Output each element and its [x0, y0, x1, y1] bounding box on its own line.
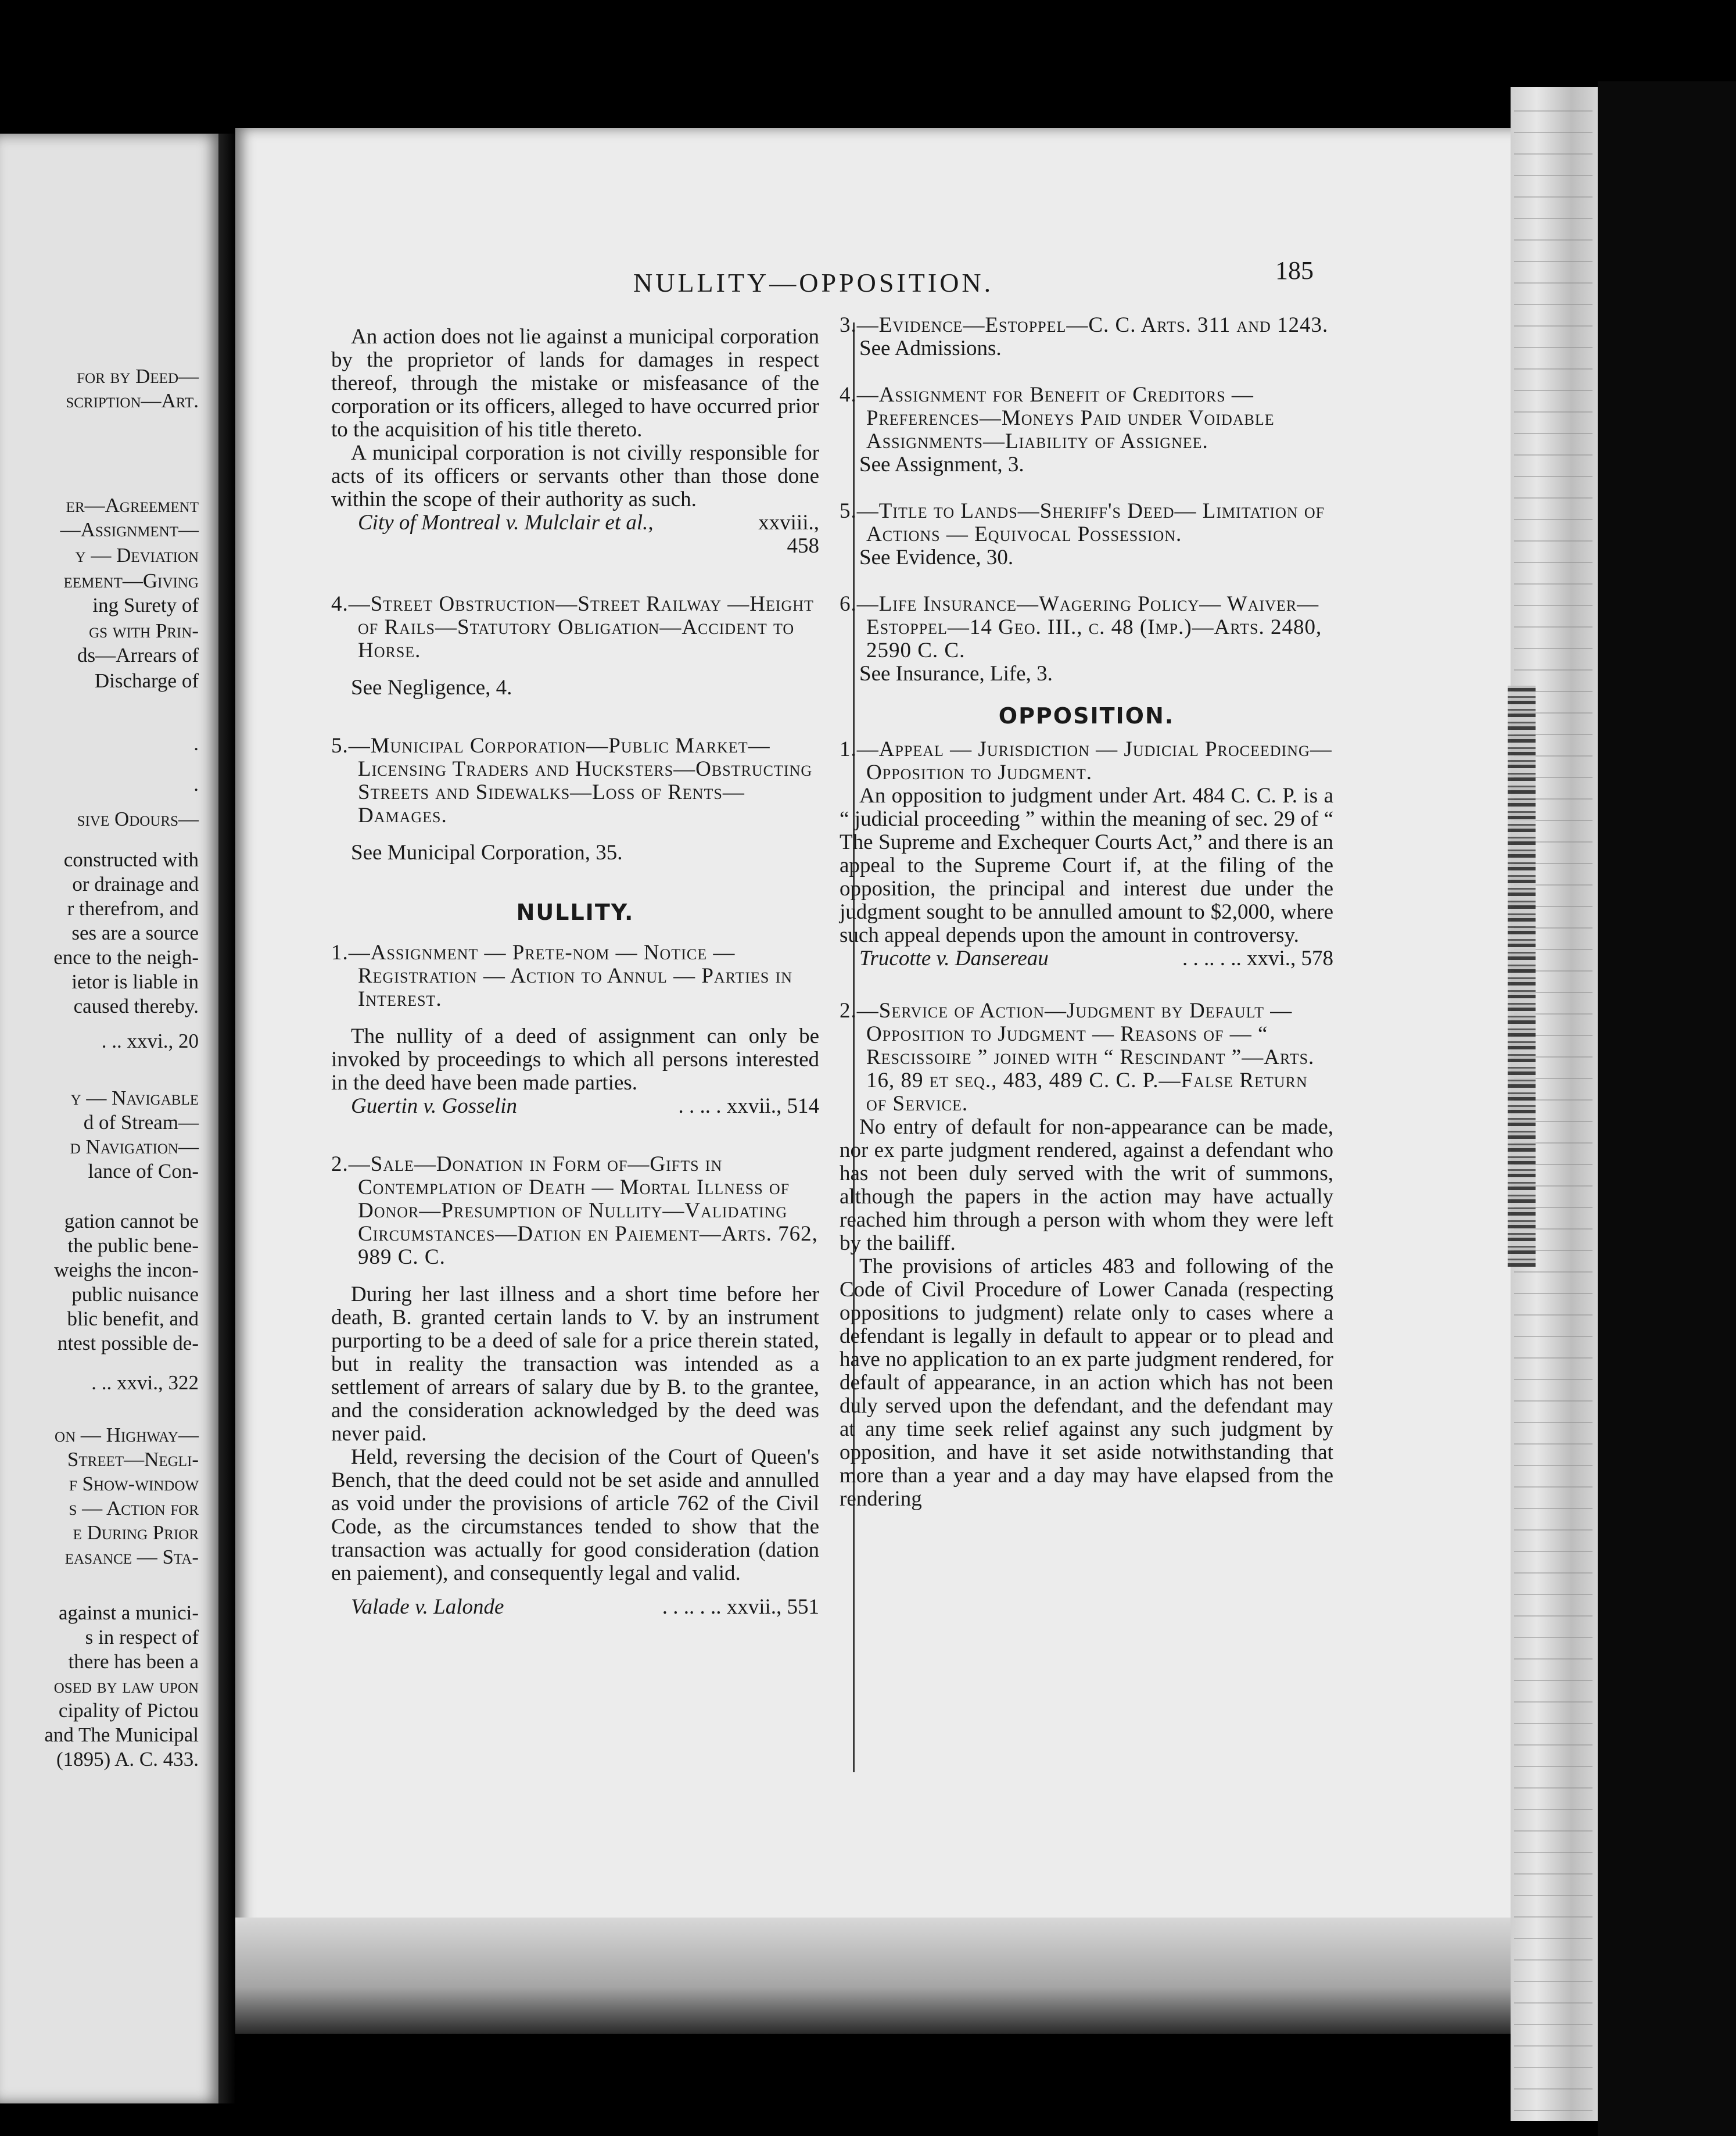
page-edge-line	[1514, 1357, 1592, 1359]
page-edge-line	[1514, 390, 1592, 391]
page-edge-line	[1514, 347, 1592, 348]
page-edge-line	[1514, 1594, 1592, 1595]
fragment-line: ntest possible de-	[57, 1332, 199, 1354]
right-column	[840, 314, 1333, 1511]
entry-heading: 2.—Sale—Donation in Form of—Gifts in Contemplation of Death — Mortal Illness of Donor—Presumption of Nullity—Validating Circumstances—Dation en Paiement—Arts. 762, 989 C. C.	[331, 1152, 818, 1269]
page-edge-line	[1514, 1959, 1592, 1961]
fragment-line: eement—Giving	[63, 569, 199, 592]
page-edge-line	[1514, 1787, 1592, 1789]
fragment-line: or drainage and	[72, 873, 199, 895]
fragment-line: ing Surety of	[92, 594, 199, 617]
page-edge-line	[1514, 153, 1592, 155]
fragment-line: cipality of Pictou	[58, 1699, 199, 1722]
fragment-line: ence to the neigh-	[53, 946, 199, 969]
fragment-line: weighs the incon-	[54, 1259, 199, 1281]
previous-page-fragment	[0, 134, 221, 2103]
case-name: City of Montreal v. Mulclair et al.,	[358, 511, 654, 535]
page-edge-line	[1514, 196, 1592, 198]
fragment-line: .	[193, 773, 199, 795]
page-edge-line	[1514, 2045, 1592, 2047]
fragment-line: r therefrom, and	[67, 897, 199, 920]
page-edge-line	[1514, 1895, 1592, 1896]
fragment-line: ietor is liable in	[71, 970, 199, 993]
page-edge-line	[1514, 1809, 1592, 1810]
fragment-line: for by Deed—	[77, 365, 199, 388]
page-edge-line	[1514, 1615, 1592, 1617]
entry-body: The provisions of articles 483 and following of the Code of Civil Procedure of Lower Canada (respecting oppositions to judgment) relate only to cases where a defendant is legally in default to appear or to plead and have no application to an ex parte judgment rendered, for default of appearance, in an action which has not been duly served upon the defendant, and the defendant may at any time seek relief against any such judgment by opposition, and have it set aside notwithstanding that more than a year and a day may have elapsed from the rendering	[840, 1255, 1333, 1511]
page-edge-line	[1514, 562, 1592, 563]
page-edge-line	[1514, 648, 1592, 649]
page-edge-line	[1514, 1551, 1592, 1552]
page-edge-line	[1514, 1443, 1592, 1445]
page-edge-line	[1514, 1852, 1592, 1853]
fragment-line: (1895) A. C. 433.	[56, 1748, 199, 1771]
fragment-line: lance of Con-	[88, 1160, 199, 1182]
fragment-line: Discharge of	[94, 669, 199, 692]
citation-reference: . . .. . .. xxvi., 578	[1182, 947, 1333, 970]
page-edge-line	[1514, 1744, 1592, 1746]
entry-body: Held, reversing the decision of the Court of Queen's Bench, that the deed could not be set aside and annulled as void under the provisions of article 762 of the Civil Code, as the circumstances tended to show that the transaction was actually for good consideration (dation en paiement), and consequently legal and valid.	[331, 1445, 819, 1585]
case-name: Trucotte v. Dansereau	[859, 947, 1049, 970]
intro-paragraph: A municipal corporation is not civilly responsible for acts of its officers or servants other than those done within the scope of their authority as such.	[331, 441, 819, 511]
page-edge-line	[1514, 476, 1592, 477]
fragment-line: osed by law upon	[53, 1675, 199, 1697]
page-edge-line	[1514, 1508, 1592, 1509]
page-edge-line	[1514, 1572, 1592, 1574]
fragment-line: sive Odours—	[77, 808, 199, 830]
case-name: Guertin v. Gosselin	[351, 1094, 518, 1118]
page-edge-line	[1514, 304, 1592, 305]
case-citation	[840, 947, 1333, 970]
case-citation	[331, 511, 819, 535]
spine-lettering	[1508, 686, 1536, 1267]
fragment-line: d of Stream—	[83, 1111, 199, 1134]
page-edge-line	[1514, 1486, 1592, 1488]
entry-heading: 2.—Service of Action—Judgment by Default — Opposition to Judgment — Reasons of — “ Rescissoire ” joined with “ Rescindant ”—Arts. 16, 89 et seq., 483, 489 C. C. P.—False Return of Service.	[840, 999, 1315, 1116]
entry-heading: 3.—Evidence—Estoppel—C. C. Arts. 311 and 1243.	[840, 313, 1329, 337]
page-edge-line	[1514, 282, 1592, 284]
page-edge-line	[1514, 2110, 1592, 2111]
page-edge-line	[1514, 239, 1592, 241]
section-title: NULLITY.	[516, 899, 634, 925]
page-edge-line	[1514, 1766, 1592, 1767]
entry-body: The nullity of a deed of assignment can only be invoked by proceedings to which all persons interested in the deed have been made parties.	[331, 1024, 819, 1095]
page-edge-line	[1514, 2002, 1592, 2004]
page-edge-line	[1514, 626, 1592, 628]
page-edge-line	[1514, 540, 1592, 542]
page-edge-line	[1514, 1465, 1592, 1466]
case-name: Valade v. Lalonde	[351, 1595, 504, 1619]
page-edge-line	[1514, 2024, 1592, 2025]
page-edge-line	[1514, 605, 1592, 606]
entry-body: No entry of default for non-appearance can be made, nor ex parte judgment rendered, against a defendant who has not been duly served with the writ of summons, although the papers in the action may have actually reached him through a person with whom they were left by the bailiff.	[840, 1115, 1333, 1255]
page-bottom-edge	[235, 1918, 1560, 2034]
page-edge-line	[1514, 1379, 1592, 1380]
fragment-line: er—Agreement	[66, 494, 199, 517]
fragment-line: Street—Negli-	[67, 1448, 199, 1471]
cross-reference: See Municipal Corporation, 35.	[351, 841, 623, 865]
citation-volume: xxviii.,	[758, 511, 819, 535]
citation-page: 458	[787, 534, 819, 558]
page-number: 185	[1275, 256, 1314, 285]
fragment-line: caused thereby.	[73, 995, 199, 1017]
page-edge-line	[1514, 261, 1592, 262]
page-edge-line	[1514, 1701, 1592, 1703]
fragment-line: d Navigation—	[70, 1135, 199, 1158]
fragment-line: s — Action for	[69, 1497, 199, 1519]
page-edge-line	[1514, 2088, 1592, 2090]
citation-reference: . . .. . xxvii., 514	[678, 1094, 819, 1118]
case-citation	[331, 1596, 819, 1619]
entry-body: During her last illness and a short time before her death, B. granted certain lands to V. by an instrument purporting to be a deed of sale for a price therein stated, but in reality the transaction was intended as a settlement of arrears of salary due by B. to the grantee, and the consideration acknowledged by the deed was never paid.	[331, 1282, 819, 1446]
page-edge-line	[1514, 1336, 1592, 1337]
cross-reference: See Negligence, 4.	[351, 676, 512, 700]
entry-heading: 5.—Title to Lands—Sheriff's Deed— Limitation of Actions — Equivocal Possession.	[840, 499, 1325, 546]
entry-heading: 1.—Assignment — Prete-nom — Notice — Registration — Action to Annul — Parties in Interest.	[331, 941, 793, 1011]
page-edge-line	[1514, 325, 1592, 327]
page-edge-line	[1514, 1938, 1592, 1939]
page-edge-line	[1514, 2067, 1592, 2068]
fragment-line: s in respect of	[85, 1626, 199, 1648]
page-edge-line	[1514, 1658, 1592, 1660]
book-cover	[1598, 81, 1736, 2136]
cross-reference: See Assignment, 3.	[859, 453, 1024, 476]
page-edge-line	[1514, 1422, 1592, 1423]
fragment-line: —Assignment—	[60, 518, 199, 541]
book-gutter	[218, 134, 236, 2103]
case-citation	[331, 1095, 819, 1118]
fragment-line: gs with Prin-	[89, 619, 199, 642]
page-edge-line	[1514, 1680, 1592, 1681]
page-edge-line	[1514, 1271, 1592, 1273]
page-edge-line	[1514, 1723, 1592, 1724]
page-edge-line	[1514, 368, 1592, 370]
fragment-line: there has been a	[68, 1650, 199, 1673]
fragment-line: blic benefit, and	[67, 1307, 199, 1330]
page-edge-line	[1514, 433, 1592, 434]
fragment-line: ds—Arrears of	[77, 644, 199, 666]
fragment-line: public nuisance	[71, 1283, 199, 1306]
page-edge-line	[1514, 1873, 1592, 1875]
section-title: OPPOSITION.	[998, 703, 1175, 729]
fragment-line: . .. xxvi., 20	[101, 1030, 199, 1052]
cross-reference: See Insurance, Life, 3.	[859, 662, 1053, 686]
intro-paragraph: An action does not lie against a municipal corporation by the proprietor of lands for damages in respect thereof, through the mistake or misfeasance of the corporation or its officers, alleged to have occurred prior to the acquisition of his title thereto.	[331, 325, 819, 442]
entry-heading: 6.—Life Insurance—Wagering Policy— Waiver—Estoppel—14 Geo. III., c. 48 (Imp.)—Arts. 2480, 2590 C. C.	[840, 592, 1322, 662]
page-edge-line	[1514, 411, 1592, 413]
page-edge-line	[1514, 669, 1592, 671]
fragment-line: e During Prior	[73, 1521, 199, 1544]
page-edge-line	[1514, 1830, 1592, 1832]
page-edge-line	[1514, 1916, 1592, 1918]
page-edge-line	[1514, 1981, 1592, 1982]
page-edge-line	[1514, 583, 1592, 585]
fragment-line: gation cannot be	[64, 1210, 199, 1232]
entry-heading: 4.—Assignment for Benefit of Creditors —Preferences—Moneys Paid under Voidable Assignments—Liability of Assignee.	[840, 383, 1275, 453]
page-edge-line	[1514, 497, 1592, 499]
fragment-line: . .. xxvi., 322	[91, 1371, 199, 1394]
fragment-line: constructed with	[63, 848, 199, 871]
page-edge-line	[1514, 1314, 1592, 1316]
page-edge-line	[1514, 519, 1592, 520]
fragment-line: against a munici-	[58, 1601, 199, 1624]
entry-heading: 4.—Street Obstruction—Street Railway —Height of Rails—Statutory Obligation—Accident to Horse.	[331, 592, 814, 662]
running-head: NULLITY—OPPOSITION.	[633, 268, 994, 298]
fragment-line: y — Deviation	[75, 544, 199, 567]
fragment-line: the public bene-	[67, 1234, 199, 1257]
left-column	[331, 325, 819, 1619]
cross-reference: See Admissions.	[859, 336, 1002, 360]
page-edge-line	[1514, 132, 1592, 133]
fragment-line: on — Highway—	[55, 1424, 199, 1446]
page-edge-line	[1514, 1293, 1592, 1294]
entry-heading: 5.—Municipal Corporation—Public Market—Licensing Traders and Hucksters—Obstructing Streets and Sidewalks—Loss of Rents—Damages.	[331, 734, 813, 827]
page-edge-line	[1514, 175, 1592, 176]
citation-reference: . . .. . .. xxvii., 551	[662, 1595, 819, 1619]
page-edge-line	[1514, 1529, 1592, 1531]
fragment-line: easance — Sta-	[64, 1546, 199, 1568]
page-edge-line	[1514, 454, 1592, 456]
fragment-line: ses are a source	[71, 922, 199, 944]
entry-heading: 1.—Appeal — Jurisdiction — Judicial Proceeding—Opposition to Judgment.	[840, 737, 1332, 784]
fragment-line: f Show-window	[69, 1472, 199, 1495]
page-edge-line	[1514, 1637, 1592, 1638]
page-edge-line	[1514, 218, 1592, 219]
entry-body: An opposition to judgment under Art. 484 C. C. P. is a “ judicial proceeding ” within the meaning of sec. 29 of “ The Supreme and Exchequer Courts Act,” and there is an appeal to the Supreme Court if, at the filing of the opposition, the principal and interest due under the judgment sought to be annulled amount to $2,000, where such appeal depends upon the amount in controversy.	[840, 784, 1333, 947]
fragment-line: .	[193, 732, 199, 755]
fragment-line: scription—Art.	[66, 389, 199, 412]
page-edge-line	[1514, 1400, 1592, 1402]
fragment-line: y — Navigable	[70, 1087, 199, 1109]
fragment-line: and The Municipal	[44, 1723, 199, 1746]
page-edge-line	[1514, 110, 1592, 112]
cross-reference: See Evidence, 30.	[859, 546, 1014, 569]
